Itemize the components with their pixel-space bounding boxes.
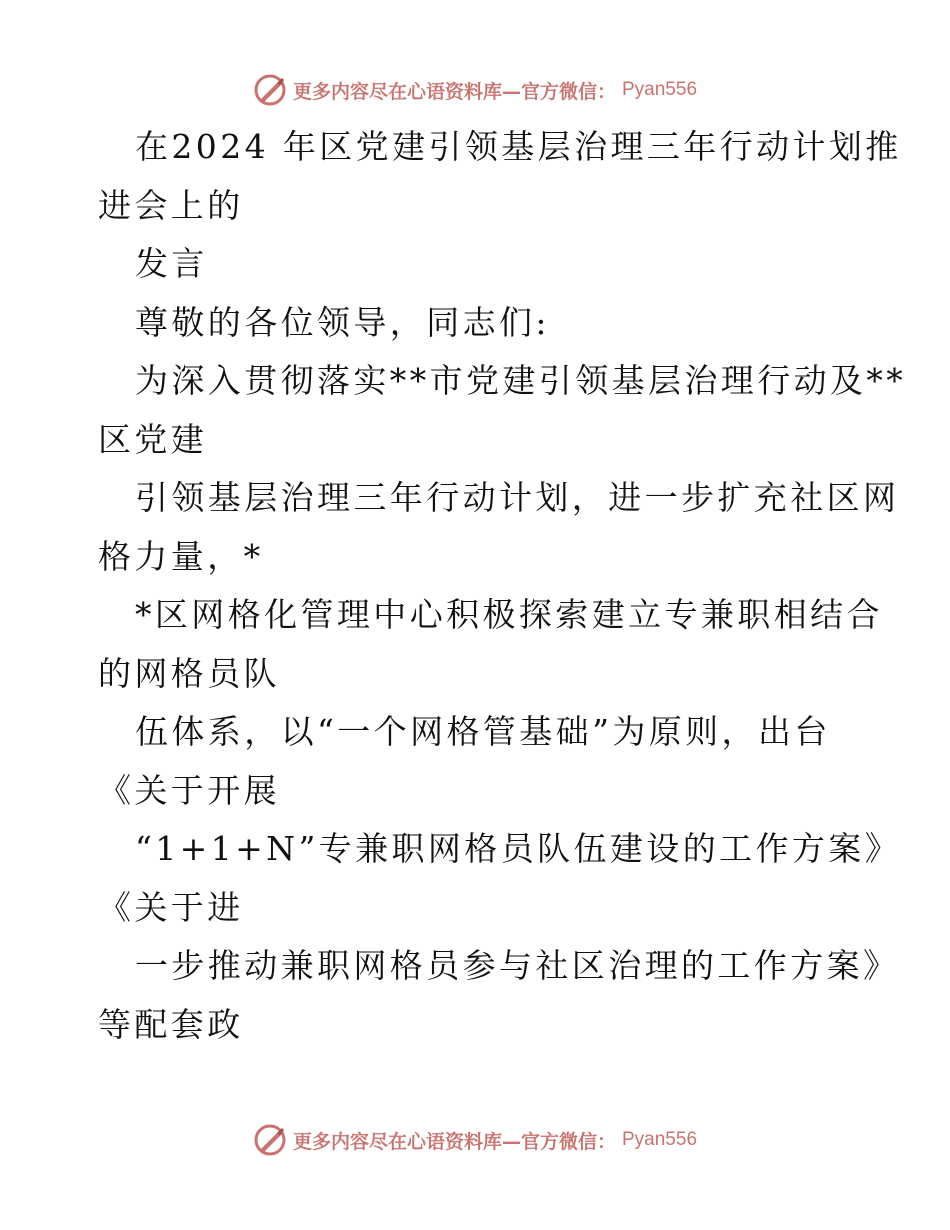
text-line: 区党建 [98, 419, 208, 459]
text-line: 引领基层治理三年行动计划，进一步扩充社区网 [135, 478, 900, 517]
text-line: *区网格化管理中心积极探索建立专兼职相结合 [135, 595, 883, 634]
text-line: 进会上的 [98, 185, 244, 225]
header-watermark [0, 70, 950, 110]
text-line: 一步推动兼职网格员参与社区治理的工作方案》 [135, 946, 900, 985]
text-line: 在2024 年区党建引领基层治理三年行动计划推 [135, 127, 902, 166]
watermark-wechat-id: Pyan556 [622, 79, 698, 100]
quill-logo-icon [253, 1123, 287, 1157]
quill-logo-icon [253, 73, 287, 107]
text-line: 《关于开展 [98, 770, 280, 810]
text-line: 《关于进 [98, 887, 244, 927]
footer-watermark [0, 1120, 950, 1160]
watermark-text: 更多内容尽在心语资料库—官方微信： [292, 1130, 616, 1153]
text-line: 尊敬的各位领导，同志们: [135, 302, 550, 342]
text-line: 的网格员队 [98, 653, 280, 693]
watermark-wechat-id: Pyan556 [622, 1129, 698, 1150]
watermark-text: 更多内容尽在心语资料库—官方微信： [292, 80, 616, 103]
text-line: “1+1+N”专兼职网格员队伍建设的工作方案》 [135, 829, 902, 868]
text-line: 发言 [135, 244, 208, 283]
text-line: 等配套政 [98, 1004, 244, 1044]
text-line: 格力量，* [98, 536, 264, 576]
text-line: 伍体系，以“一个网格管基础”为原则，出台 [135, 712, 831, 751]
text-line: 为深入贯彻落实**市党建引领基层治理行动及** [135, 361, 907, 400]
document-body [98, 118, 907, 1054]
